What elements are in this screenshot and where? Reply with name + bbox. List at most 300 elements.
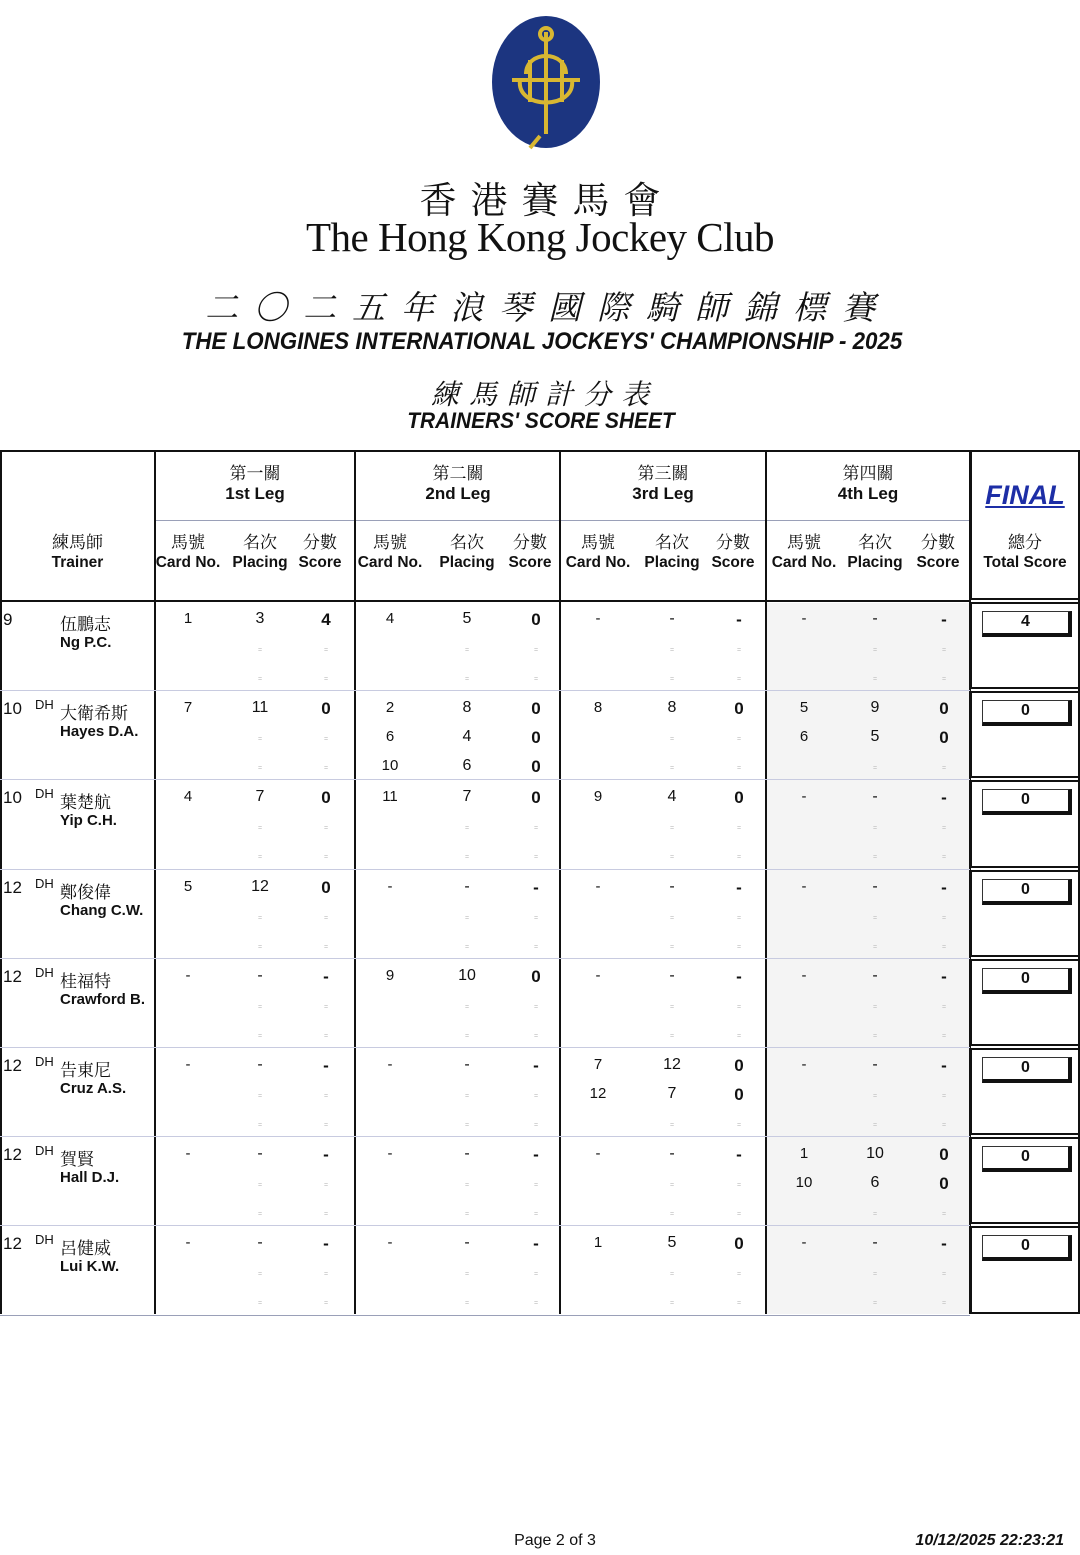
empty-cell-marker: =: [736, 1182, 742, 1190]
trainer-name-en: Yip C.H.: [60, 812, 117, 830]
trainer-name-cn: 伍鵬志: [60, 615, 111, 635]
leg-2-placing: -: [464, 1234, 470, 1252]
empty-cell-marker: =: [533, 1182, 539, 1190]
leg-2-card: 11: [382, 788, 398, 806]
empty-cell-marker: =: [533, 1032, 539, 1040]
empty-cell-marker: =: [533, 1003, 539, 1011]
leg-2-score: -: [533, 1145, 539, 1165]
table-top-border: [0, 450, 1080, 452]
leg-1-score: 0: [321, 699, 331, 719]
leg-2-card: 6: [385, 728, 395, 746]
empty-cell-marker: =: [941, 914, 947, 922]
leg-3-header: 第三關 3rd Leg: [632, 464, 694, 503]
table-row: [0, 1226, 1080, 1315]
trainer-name-en: Hall D.J.: [60, 1169, 120, 1187]
empty-cell-marker: =: [257, 854, 263, 862]
leg-4-placing: 9: [870, 699, 880, 717]
leg-1-placing: -: [257, 1145, 263, 1163]
leg-1-placing: 7: [255, 788, 265, 806]
leg-4-card: -: [801, 788, 807, 806]
sheet-title-cn: 練馬師計分表: [430, 378, 659, 411]
leg-4-placing: -: [872, 1056, 878, 1073]
empty-cell-marker: =: [669, 765, 675, 773]
empty-cell-marker: =: [872, 1211, 878, 1219]
leg-4-card: -: [801, 610, 807, 627]
leg-1-placing: -: [257, 1056, 263, 1073]
leg-4-score: 0: [939, 1145, 949, 1165]
row-separator: [0, 1315, 970, 1316]
empty-cell-marker: =: [464, 1271, 470, 1279]
empty-cell-marker: =: [464, 676, 470, 683]
leg-3-placing: 12: [663, 1056, 681, 1073]
leg-3-card: 8: [593, 699, 603, 717]
leg-3-placing: 8: [667, 699, 677, 717]
empty-cell-marker: =: [533, 647, 539, 654]
total-score-value: 0: [982, 1146, 1072, 1172]
leg-3-score: -: [736, 966, 742, 986]
leg-3-score: 0: [734, 1056, 744, 1075]
leg-3-score: -: [736, 1145, 742, 1165]
leg-4-card: -: [801, 966, 807, 984]
empty-cell-marker: =: [872, 1093, 878, 1100]
leg-4-score: -: [941, 788, 947, 808]
dead-heat-badge: DH: [35, 1054, 54, 1069]
leg-2-card: 10: [381, 757, 399, 775]
empty-cell-marker: =: [736, 1271, 742, 1279]
empty-cell-marker: =: [669, 825, 675, 833]
sheet-title-en: TRAINERS' SCORE SHEET: [407, 408, 675, 433]
leg-1-score: 4: [321, 610, 331, 629]
empty-cell-marker: =: [464, 943, 470, 951]
leg-3-card: -: [595, 610, 601, 627]
leg-4-placing: -: [872, 1234, 878, 1252]
table-row: [0, 780, 1080, 869]
leg-3-card: 1: [593, 1234, 603, 1252]
leg-1-score: -: [323, 966, 329, 986]
empty-cell-marker: =: [533, 1271, 539, 1279]
trainer-name-en: Ng P.C.: [60, 634, 112, 651]
empty-cell-marker: =: [872, 825, 878, 833]
empty-cell-marker: =: [464, 1093, 470, 1100]
empty-cell-marker: =: [669, 1271, 675, 1279]
leg-3-score: 0: [734, 1234, 744, 1254]
empty-cell-marker: =: [464, 825, 470, 833]
leg-4-card: 1: [799, 1145, 809, 1163]
leg-1-card: 7: [183, 699, 193, 717]
leg-3-card: 9: [593, 788, 603, 806]
leg-2-score: -: [533, 1234, 539, 1254]
leg-1-placing: 11: [251, 699, 269, 717]
leg-4-card: -: [801, 1234, 807, 1252]
leg-3-placing: -: [669, 877, 675, 895]
leg-2-placing: 4: [462, 728, 472, 746]
empty-cell-marker: =: [872, 914, 878, 922]
empty-cell-marker: =: [323, 1182, 329, 1190]
empty-cell-marker: =: [257, 1003, 263, 1011]
empty-cell-marker: =: [669, 1182, 675, 1190]
empty-cell-marker: =: [257, 736, 263, 744]
leg-3-card: -: [595, 1145, 601, 1163]
empty-cell-marker: =: [323, 647, 329, 654]
empty-cell-marker: =: [323, 825, 329, 833]
trainer-name-cn: 呂健威: [60, 1239, 111, 1260]
empty-cell-marker: =: [669, 1122, 675, 1129]
table-row: [0, 959, 1080, 1048]
table-row: [0, 602, 1080, 691]
total-score-value: 0: [982, 1057, 1072, 1083]
dead-heat-badge: DH: [35, 697, 54, 713]
trainer-name-cn: 桂福特: [60, 971, 111, 992]
empty-cell-marker: =: [323, 854, 329, 862]
leg-3-score: 0: [734, 788, 744, 808]
empty-cell-marker: =: [323, 943, 329, 951]
dead-heat-badge: DH: [35, 964, 54, 980]
leg-2-placing: -: [464, 877, 470, 895]
empty-cell-marker: =: [669, 647, 675, 654]
empty-cell-marker: =: [323, 1211, 329, 1219]
table-row: [0, 870, 1080, 959]
final-label: FINAL: [985, 480, 1065, 510]
empty-cell-marker: =: [736, 1032, 742, 1040]
leg-2-score: 0: [531, 966, 541, 986]
leg-4-placing: -: [872, 966, 878, 984]
leg-2-score: 0: [531, 699, 541, 719]
empty-cell-marker: =: [941, 854, 947, 862]
empty-cell-marker: =: [323, 765, 329, 773]
empty-cell-marker: =: [533, 943, 539, 951]
leg-4-placing: 5: [870, 728, 880, 746]
trainer-name-en: Crawford B.: [60, 990, 146, 1008]
empty-cell-marker: =: [323, 1271, 329, 1279]
empty-cell-marker: =: [669, 676, 675, 683]
empty-cell-marker: =: [941, 943, 947, 951]
empty-cell-marker: =: [323, 1093, 329, 1100]
trainer-name-cn: 大衛希斯: [60, 704, 128, 725]
leg-4-card: -: [801, 1056, 807, 1073]
leg-1-score: -: [323, 1145, 329, 1165]
leg-2-score: -: [533, 877, 539, 897]
empty-cell-marker: =: [941, 1211, 947, 1219]
leg-4-score: -: [941, 610, 947, 629]
leg-2-score: 0: [531, 757, 541, 777]
leg-4-placing: -: [872, 610, 878, 627]
leg-1-placing: 12: [251, 877, 269, 895]
leg-1-subhead-score: 分數 Score: [298, 533, 342, 571]
leg-4-card: 10: [795, 1174, 813, 1192]
total-score-header: 總分 Total Score: [983, 533, 1067, 571]
leg-4-score: 0: [939, 699, 949, 719]
leg-2-placing: -: [464, 1056, 470, 1073]
leg-1-card: 5: [183, 877, 193, 895]
leg-1-subhead-placing: 名次 Placing: [232, 533, 288, 571]
empty-cell-marker: =: [464, 1300, 470, 1308]
leg-3-card: -: [595, 966, 601, 984]
leg-4-subhead-score: 分數 Score: [916, 533, 960, 571]
leg-3-placing: 5: [667, 1234, 677, 1252]
empty-cell-marker: =: [669, 914, 675, 922]
leg-4-score: 0: [939, 1174, 949, 1194]
empty-cell-marker: =: [669, 1211, 675, 1219]
leg-2-placing: 7: [462, 788, 472, 806]
leg-2-placing: -: [464, 1145, 470, 1163]
empty-cell-marker: =: [533, 1122, 539, 1129]
leg-2-card: 2: [385, 699, 395, 717]
total-score-value: 0: [982, 789, 1072, 815]
empty-cell-marker: =: [257, 1182, 263, 1190]
leg-2-score: -: [533, 1056, 539, 1075]
leg-3-placing: -: [669, 966, 675, 984]
leg-2-placing: 8: [462, 699, 472, 717]
empty-cell-marker: =: [872, 765, 878, 773]
leg-1-score: -: [323, 1056, 329, 1075]
trainer-rank: 10: [3, 699, 22, 719]
leg-2-card: -: [387, 1056, 393, 1073]
empty-cell-marker: =: [323, 914, 329, 922]
empty-cell-marker: =: [669, 1300, 675, 1308]
total-score-value: 0: [982, 1235, 1072, 1261]
empty-cell-marker: =: [736, 647, 742, 654]
leg-2-card: -: [387, 1234, 393, 1252]
leg-1-card: 1: [183, 610, 193, 627]
leg-3-placing: -: [669, 1145, 675, 1163]
empty-cell-marker: =: [323, 1122, 329, 1129]
trainer-rank: 12: [3, 966, 22, 986]
leg-2-score: 0: [531, 728, 541, 748]
leg-4-placing: 10: [866, 1145, 884, 1163]
empty-cell-marker: =: [464, 1182, 470, 1190]
trainer-rank: 12: [3, 1234, 22, 1254]
leg-4-placing: 6: [870, 1174, 880, 1192]
leg-3-card: 7: [593, 1056, 603, 1073]
empty-cell-marker: =: [323, 736, 329, 744]
leg-4-header: 第四關 4th Leg: [837, 464, 899, 503]
leg-2-score: 0: [531, 610, 541, 629]
dead-heat-badge: DH: [35, 875, 54, 891]
empty-cell-marker: =: [257, 1300, 263, 1308]
empty-cell-marker: =: [669, 1032, 675, 1040]
empty-cell-marker: =: [257, 765, 263, 773]
empty-cell-marker: =: [533, 914, 539, 922]
event-title-cn: 二〇二五年浪琴國際騎師錦標賽: [205, 288, 891, 327]
empty-cell-marker: =: [736, 1211, 742, 1219]
empty-cell-marker: =: [872, 1271, 878, 1279]
leg-4-subhead-placing: 名次 Placing: [847, 533, 903, 571]
empty-cell-marker: =: [669, 736, 675, 744]
empty-cell-marker: =: [257, 1271, 263, 1279]
leg-1-card: -: [185, 1234, 191, 1252]
empty-cell-marker: =: [941, 1122, 947, 1129]
leg-3-subhead-placing: 名次 Placing: [644, 533, 700, 571]
leg-3-placing: 4: [667, 788, 677, 806]
empty-cell-marker: =: [323, 676, 329, 683]
leg-1-header: 第一關 1st Leg: [225, 464, 285, 503]
leg-1-placing: 3: [255, 610, 265, 627]
leg-header-divider: [155, 520, 970, 521]
empty-cell-marker: =: [533, 854, 539, 862]
trainer-name-en: Chang C.W.: [60, 901, 144, 919]
leg-3-score: 0: [734, 699, 744, 719]
club-name-en: The Hong Kong Jockey Club: [305, 214, 775, 260]
total-score-value: 0: [982, 968, 1072, 994]
dead-heat-badge: DH: [35, 1143, 54, 1159]
leg-1-score: -: [323, 1234, 329, 1254]
empty-cell-marker: =: [736, 1003, 742, 1011]
dead-heat-badge: DH: [35, 1232, 54, 1248]
table-row: [0, 1048, 1080, 1137]
leg-2-subhead-placing: 名次 Placing: [439, 533, 495, 571]
empty-cell-marker: =: [736, 676, 742, 683]
empty-cell-marker: =: [323, 1032, 329, 1040]
empty-cell-marker: =: [941, 1093, 947, 1100]
leg-2-header: 第二關 2nd Leg: [425, 464, 491, 503]
table-row: [0, 691, 1080, 780]
leg-1-card: -: [185, 966, 191, 984]
club-name-cn: 香港賽馬會: [419, 179, 675, 222]
leg-3-score: -: [736, 610, 742, 629]
leg-3-subhead-score: 分數 Score: [711, 533, 755, 571]
leg-2-placing: 6: [462, 757, 472, 775]
leg-4-placing: -: [872, 877, 878, 895]
empty-cell-marker: =: [736, 854, 742, 862]
leg-1-card: -: [185, 1056, 191, 1073]
trainer-name-en: Hayes D.A.: [60, 723, 139, 741]
total-score-value: 0: [982, 879, 1072, 905]
leg-3-card: 12: [589, 1085, 607, 1102]
leg-3-score: -: [736, 877, 742, 897]
print-timestamp: 10/12/2025 22:23:21: [915, 1532, 1064, 1549]
empty-cell-marker: =: [872, 676, 878, 683]
score-sheet-table: [0, 450, 1080, 1314]
leg-2-placing: 5: [462, 610, 472, 627]
empty-cell-marker: =: [669, 943, 675, 951]
leg-4-score: -: [941, 1234, 947, 1254]
hkjc-logo: [490, 14, 602, 150]
empty-cell-marker: =: [464, 1032, 470, 1040]
trainer-name-cn: 鄭俊偉: [60, 882, 111, 903]
final-header-box: [970, 450, 1080, 600]
empty-cell-marker: =: [872, 1300, 878, 1308]
leg-3-subhead-card: 馬號 Card No.: [565, 533, 631, 571]
empty-cell-marker: =: [257, 1122, 263, 1129]
empty-cell-marker: =: [323, 1003, 329, 1011]
trainer-name-cn: 告東尼: [60, 1061, 111, 1081]
empty-cell-marker: =: [464, 854, 470, 862]
leg-1-subhead-card: 馬號 Card No.: [155, 533, 221, 571]
leg-4-card: 5: [799, 699, 809, 717]
empty-cell-marker: =: [257, 1211, 263, 1219]
empty-cell-marker: =: [464, 1122, 470, 1129]
empty-cell-marker: =: [736, 765, 742, 773]
leg-3-placing: -: [669, 610, 675, 627]
empty-cell-marker: =: [872, 943, 878, 951]
empty-cell-marker: =: [533, 1211, 539, 1219]
empty-cell-marker: =: [533, 825, 539, 833]
leg-4-subhead-card: 馬號 Card No.: [771, 533, 837, 571]
trainer-rank: 12: [3, 1056, 22, 1075]
leg-4-placing: -: [872, 788, 878, 806]
page-number: Page 2 of 3: [514, 1532, 596, 1549]
empty-cell-marker: =: [464, 1211, 470, 1219]
empty-cell-marker: =: [257, 676, 263, 683]
empty-cell-marker: =: [736, 736, 742, 744]
empty-cell-marker: =: [941, 647, 947, 654]
empty-cell-marker: =: [257, 914, 263, 922]
empty-cell-marker: =: [257, 1032, 263, 1040]
empty-cell-marker: =: [941, 1271, 947, 1279]
dead-heat-badge: DH: [35, 786, 54, 802]
leg-2-subhead-score: 分數 Score: [508, 533, 552, 571]
leg-2-subhead-card: 馬號 Card No.: [357, 533, 423, 571]
leg-1-card: 4: [183, 788, 193, 806]
table-row: [0, 1137, 1080, 1226]
empty-cell-marker: =: [533, 1093, 539, 1100]
trainer-name-en: Lui K.W.: [60, 1258, 120, 1276]
leg-4-score: -: [941, 1056, 947, 1075]
leg-2-card: 9: [385, 966, 395, 984]
empty-cell-marker: =: [872, 1032, 878, 1040]
empty-cell-marker: =: [736, 914, 742, 922]
empty-cell-marker: =: [941, 765, 947, 773]
leg-2-card: 4: [385, 610, 395, 627]
empty-cell-marker: =: [323, 1300, 329, 1308]
leg-3-placing: 7: [667, 1085, 677, 1102]
trainer-name-en: Cruz A.S.: [60, 1080, 127, 1097]
leg-4-score: -: [941, 966, 947, 986]
leg-4-card: 6: [799, 728, 809, 746]
leg-1-placing: -: [257, 1234, 263, 1252]
empty-cell-marker: =: [736, 825, 742, 833]
empty-cell-marker: =: [257, 825, 263, 833]
trainer-header: 練馬師 Trainer: [51, 533, 104, 571]
leg-1-score: 0: [321, 877, 331, 897]
leg-1-card: -: [185, 1145, 191, 1163]
empty-cell-marker: =: [872, 854, 878, 862]
empty-cell-marker: =: [736, 1122, 742, 1129]
empty-cell-marker: =: [736, 943, 742, 951]
leg-2-card: -: [387, 1145, 393, 1163]
trainer-rank: 12: [3, 1145, 22, 1165]
empty-cell-marker: =: [736, 1300, 742, 1308]
empty-cell-marker: =: [872, 1003, 878, 1011]
empty-cell-marker: =: [257, 1093, 263, 1100]
empty-cell-marker: =: [464, 647, 470, 654]
empty-cell-marker: =: [872, 1122, 878, 1129]
empty-cell-marker: =: [533, 1300, 539, 1308]
leg-4-card: -: [801, 877, 807, 895]
empty-cell-marker: =: [669, 854, 675, 862]
empty-cell-marker: =: [669, 1003, 675, 1011]
leg-2-placing: 10: [458, 966, 476, 984]
trainer-rank: 9: [3, 610, 13, 629]
leg-3-card: -: [595, 877, 601, 895]
empty-cell-marker: =: [872, 647, 878, 654]
empty-cell-marker: =: [257, 647, 263, 654]
leg-2-card: -: [387, 877, 393, 895]
leg-2-score: 0: [531, 788, 541, 808]
total-score-value: 4: [982, 611, 1072, 637]
leg-1-score: 0: [321, 788, 331, 808]
leg-4-score: -: [941, 877, 947, 897]
event-title-en: THE LONGINES INTERNATIONAL JOCKEYS' CHAMPIONSHIP - 2025: [181, 328, 903, 355]
empty-cell-marker: =: [941, 825, 947, 833]
empty-cell-marker: =: [464, 914, 470, 922]
leg-1-placing: -: [257, 966, 263, 984]
empty-cell-marker: =: [464, 1003, 470, 1011]
trainer-rank: 10: [3, 788, 22, 808]
empty-cell-marker: =: [941, 1300, 947, 1308]
leg-3-score: 0: [734, 1085, 744, 1104]
total-score-value: 0: [982, 700, 1072, 726]
